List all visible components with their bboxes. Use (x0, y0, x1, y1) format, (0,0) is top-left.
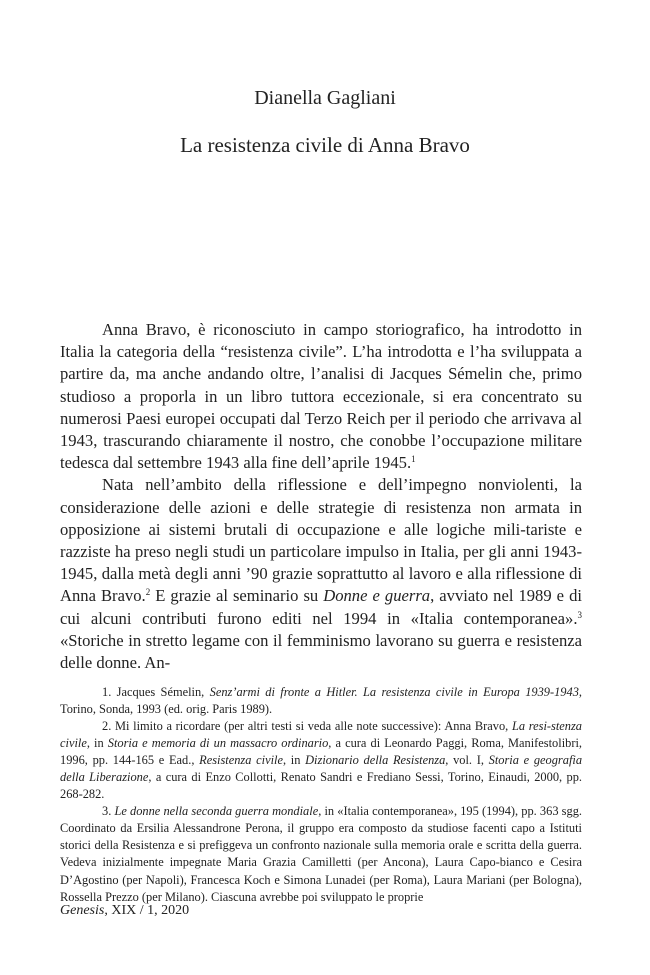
paragraph-2-text-c: , avviato nel 1989 e di cui alcuni contributi furono editi nel 1994 in «Italia contemporanea». (60, 586, 582, 628)
footnotes (60, 684, 582, 906)
journal-name: Genesis (60, 903, 105, 918)
footnote-2-italic-4: Dizionario della Resistenza (305, 753, 446, 768)
footnote-2-text-e: , vol. I, (445, 753, 489, 768)
paragraph-2-text-a: Nata nell’ambito della riflessione e dell’impegno nonviolenti, la considerazione delle azioni e delle strategie di resistenza non armata in opposizione ai sistemi brutali di occupazione e alle logiche mili-tariste e razziste ha preso negli studi un particolare impulso in Italia, per gli anni 1943-1945, dalla metà degli anni ’90 grazie soprattutto al lavoro e alla riflessione di Anna Bravo. (60, 475, 582, 606)
footnote-2-text-f: , a cura di Enzo Collotti, Renato Sandri e Frediano Sessi, Torino, Einaudi, 2000, pp. 268-282. (60, 770, 582, 802)
footnote-1-text-a: 1. Jacques Sémelin, (102, 685, 210, 699)
paragraph-1 (60, 319, 582, 474)
author-name: Dianella Gagliani (254, 87, 396, 109)
footnote-2-text-c: , a cura di Leonardo Paggi, Roma, Manifestolibri, 1996, pp. 144-165 e Ead., (60, 736, 582, 768)
paragraph-2 (60, 474, 582, 674)
footnote-3-italic: Le donne nella seconda guerra mondiale (114, 804, 319, 819)
journal-issue: , XIX / 1, 2020 (104, 903, 190, 918)
footnote-ref-1[interactable]: 1 (411, 454, 416, 465)
page-footer (60, 902, 189, 920)
footnote-2-italic-5: Storia e geografia della Liberazione (60, 753, 583, 785)
paragraph-2-text-b: E grazie al seminario su (150, 586, 324, 606)
article-title: La resistenza civile di Anna Bravo (180, 133, 470, 157)
footnote-1 (60, 684, 582, 718)
footnote-2-italic-1: La resi-stenza civile (60, 719, 582, 751)
footnote-2-italic-2: Storia e memoria di un massacro ordinario (107, 736, 329, 751)
footnote-ref-2[interactable]: 2 (145, 587, 151, 598)
footnote-2-text-d: , in (282, 753, 306, 768)
paragraph-2-text-d: «Storiche in stretto legame con il femminismo lavorano su guerra e resistenza delle donne. An- (60, 630, 582, 673)
paragraph-1-text: Anna Bravo, è riconosciuto in campo storiografico, ha introdotto in Italia la categoria della “resistenza civile”. L’ha introdotta e l’ha sviluppata a partire da, ma anche andando oltre, l’analisi di Jacques Sémelin che, primo studioso a proporla in un libro tuttora eccezionale, si era concentrato su numerosi Paesi europei occupati dal Terzo Reich per il periodo che arrivava al 1943, trascurando chiaramente il nostro, che conobbe l’occupazione militare tedesca dal settembre 1943 alla fine dell’aprile 1945. (60, 320, 582, 473)
footnote-2 (60, 718, 582, 803)
footnote-2-text-a: 2. Mi limito a ricordare (per altri testi si veda alle note successive): Anna Bravo, (102, 719, 512, 734)
footnote-1-text-b: , Torino, Sonda, 1993 (ed. orig. Paris 1989). (60, 685, 582, 717)
footnote-ref-3[interactable]: 3 (577, 609, 582, 620)
footnote-1-italic: Senz’armi di fronte a Hitler. La resistenza civile in Europa 1939-1943 (209, 685, 579, 699)
footnote-2-text-b: , in (86, 736, 108, 751)
footnote-3 (60, 803, 582, 905)
footnote-3-text-b: , in «Italia contemporanea», 195 (1994), pp. 363 sgg. Coordinato da Ersilia Alessandrone Perona, il gruppo era composto da studiose facenti capo a Istituti storici della Resistenza e si prefiggeva un confronto nazionale sulla memoria orale e scritta della guerra. Vedeva inizialmente impegnate Maria Grazia Camilletti (per Ancona), Laura Capo-bianco e Cesira D’Agostino (per Napoli), Francesca Koch e Simona Lunadei (per Roma), Laura Mariani (per Bologna), Rossella Prezzo (per Milano). Ciascuna avrebbe poi sviluppato le proprie (60, 804, 582, 904)
footnote-2-italic-3: Resistenza civile (199, 753, 283, 768)
main-text (60, 319, 582, 674)
paragraph-2-italic-title: Donne e guerra (323, 586, 431, 606)
footnote-3-text-a: 3. (102, 804, 115, 819)
